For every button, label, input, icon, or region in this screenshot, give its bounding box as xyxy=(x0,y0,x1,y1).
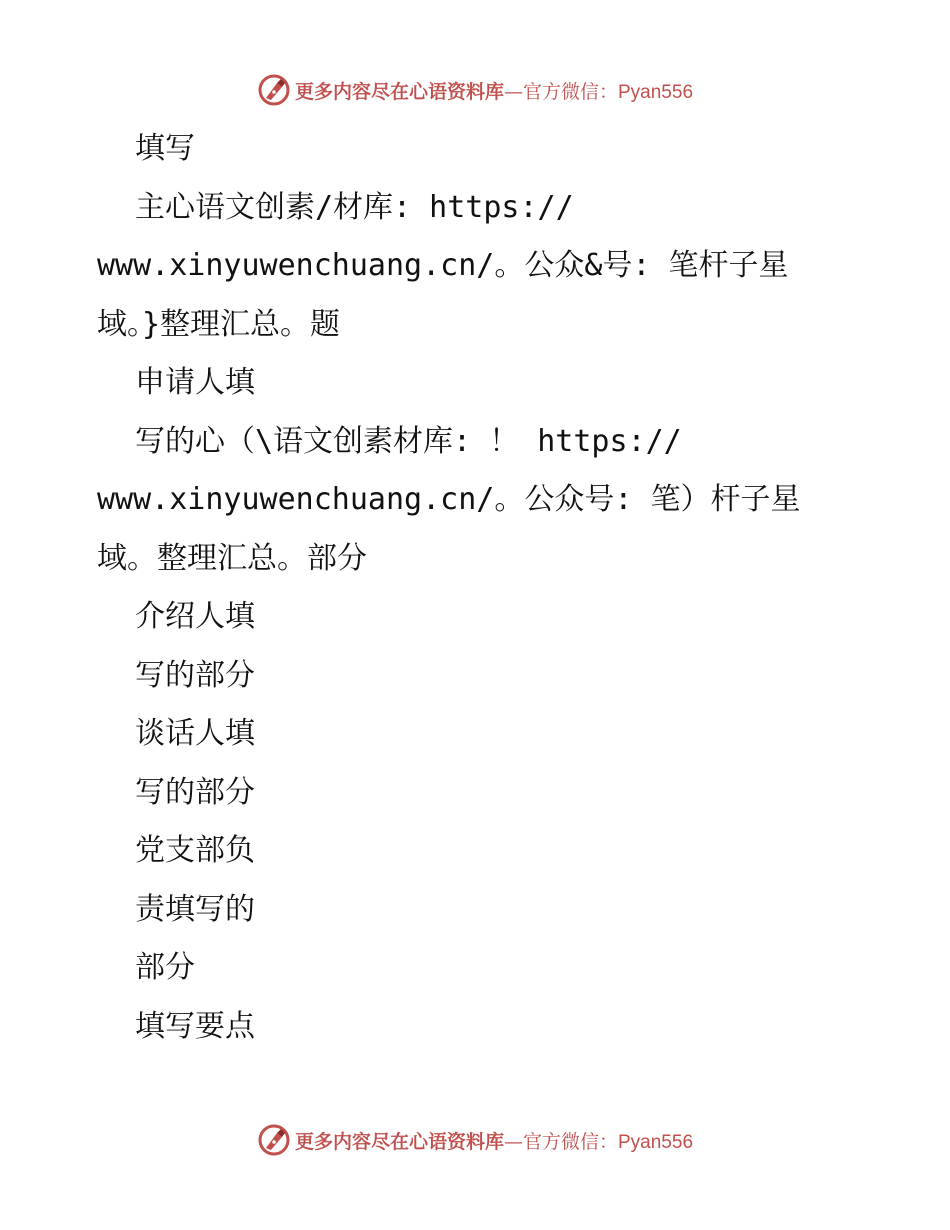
text-line: www.xinyuwenchuang.cn/。公众号: 笔）杆子星 xyxy=(97,482,801,517)
text-line: 介绍人填 xyxy=(135,599,255,634)
banner-handle: Pyan556 xyxy=(618,81,694,103)
pen-nib-circle-icon xyxy=(257,73,291,107)
footer-banner xyxy=(0,1122,950,1158)
text-line: 谈话人填 xyxy=(135,716,255,751)
text-line: www.xinyuwenchuang.cn/。公众&号: 笔杆子星 xyxy=(97,248,789,283)
text-line: 写的部分 xyxy=(135,774,255,810)
text-line: 申请人填 xyxy=(135,365,255,400)
text-line: 域。整理汇总。部分 xyxy=(97,540,367,576)
text-line: 党支部负 xyxy=(135,833,255,868)
footer-banner-inner xyxy=(257,1123,693,1157)
text-line: 填写要点 xyxy=(135,1008,255,1044)
banner-main-text: 更多内容尽在心语资料库 xyxy=(294,1130,504,1153)
document-body xyxy=(97,120,857,1056)
banner-dash: — xyxy=(503,80,523,103)
banner-handle: Pyan556 xyxy=(618,1131,694,1153)
text-line: 部分 xyxy=(135,950,195,985)
text-line: 责填写的 xyxy=(135,891,255,927)
banner-text xyxy=(295,77,693,104)
text-line: 域。}整理汇总。题 xyxy=(97,306,341,342)
header-banner-inner xyxy=(257,73,693,107)
banner-suffix: 官方微信： xyxy=(522,1130,618,1153)
text-line: 写的部分 xyxy=(135,657,255,693)
header-banner xyxy=(0,72,950,108)
pen-nib-circle-icon xyxy=(257,1123,291,1157)
banner-dash: — xyxy=(503,1130,523,1153)
banner-main-text: 更多内容尽在心语资料库 xyxy=(294,80,504,103)
banner-suffix: 官方微信： xyxy=(522,80,618,103)
text-line: 主心语文创素/材库: https:// xyxy=(135,189,574,225)
banner-text xyxy=(295,1127,693,1154)
text-line: 填写 xyxy=(135,131,195,166)
text-line: 写的心（\语文创素材库: ！ https:// xyxy=(135,423,682,459)
